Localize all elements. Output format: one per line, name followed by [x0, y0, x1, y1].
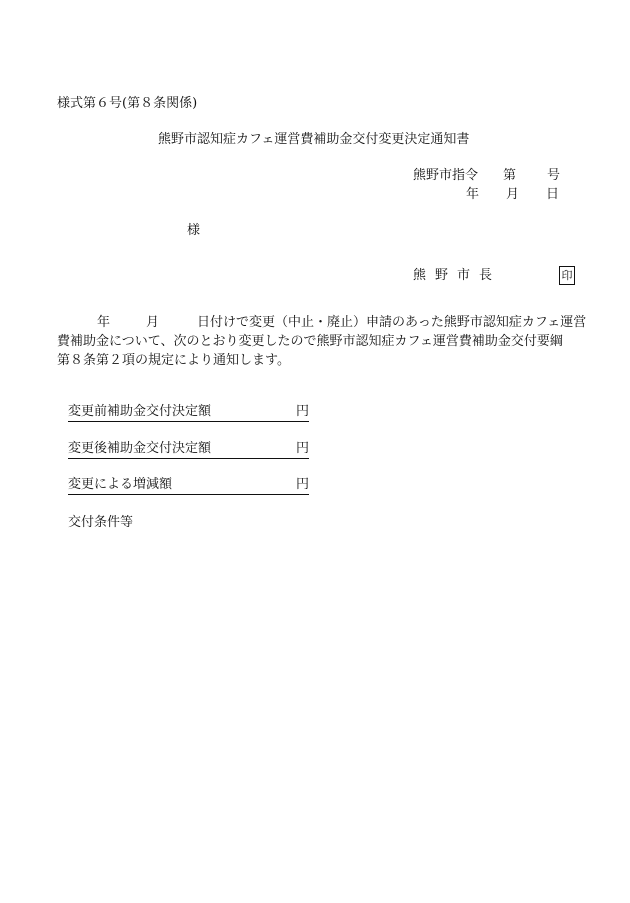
- amount-label: 変更前補助金交付決定額: [68, 404, 212, 419]
- form-number: 様式第６号(第８条関係): [57, 96, 198, 111]
- seal-mark: 印: [559, 266, 575, 285]
- date-month: 月: [506, 187, 520, 202]
- date-year: 年: [466, 187, 480, 202]
- reference-issuer: 熊野市指令: [413, 168, 479, 183]
- body-line-1-text: 日付けで変更（中止・廃止）申請のあった熊野市認知症カフェ運営: [197, 315, 587, 330]
- body-line-1: [57, 313, 587, 332]
- mayor-title: 熊野市長: [413, 268, 502, 283]
- date-line: [466, 187, 559, 203]
- recipient-honorific: 様: [187, 223, 201, 238]
- mayor-signature-line: [413, 268, 501, 284]
- yen-unit: 円: [295, 441, 309, 456]
- amount-after-change: [68, 441, 309, 459]
- body-line-2: 費補助金について、次のとおり変更したので熊野市認知症カフェ運営費補助金交付要綱: [57, 334, 563, 349]
- reference-number-line: [413, 168, 560, 184]
- conditions-label: 交付条件等: [68, 515, 134, 530]
- reference-go: 号: [547, 168, 561, 183]
- amount-difference: [68, 477, 309, 495]
- reference-dai: 第: [503, 168, 517, 183]
- amount-before-change: [68, 404, 309, 422]
- date-day: 日: [546, 187, 560, 202]
- body-line-3: 第８条第２項の規定により通知します。: [57, 353, 290, 368]
- yen-unit: 円: [295, 477, 309, 492]
- amount-label: 変更後補助金交付決定額: [68, 441, 212, 456]
- body-year: 年: [97, 315, 111, 330]
- body-month: 月: [146, 315, 160, 330]
- notice-body: [57, 313, 587, 370]
- document-title: 熊野市認知症カフェ運営費補助金交付変更決定通知書: [158, 132, 470, 147]
- amount-label: 変更による増減額: [68, 477, 173, 492]
- yen-unit: 円: [295, 404, 309, 419]
